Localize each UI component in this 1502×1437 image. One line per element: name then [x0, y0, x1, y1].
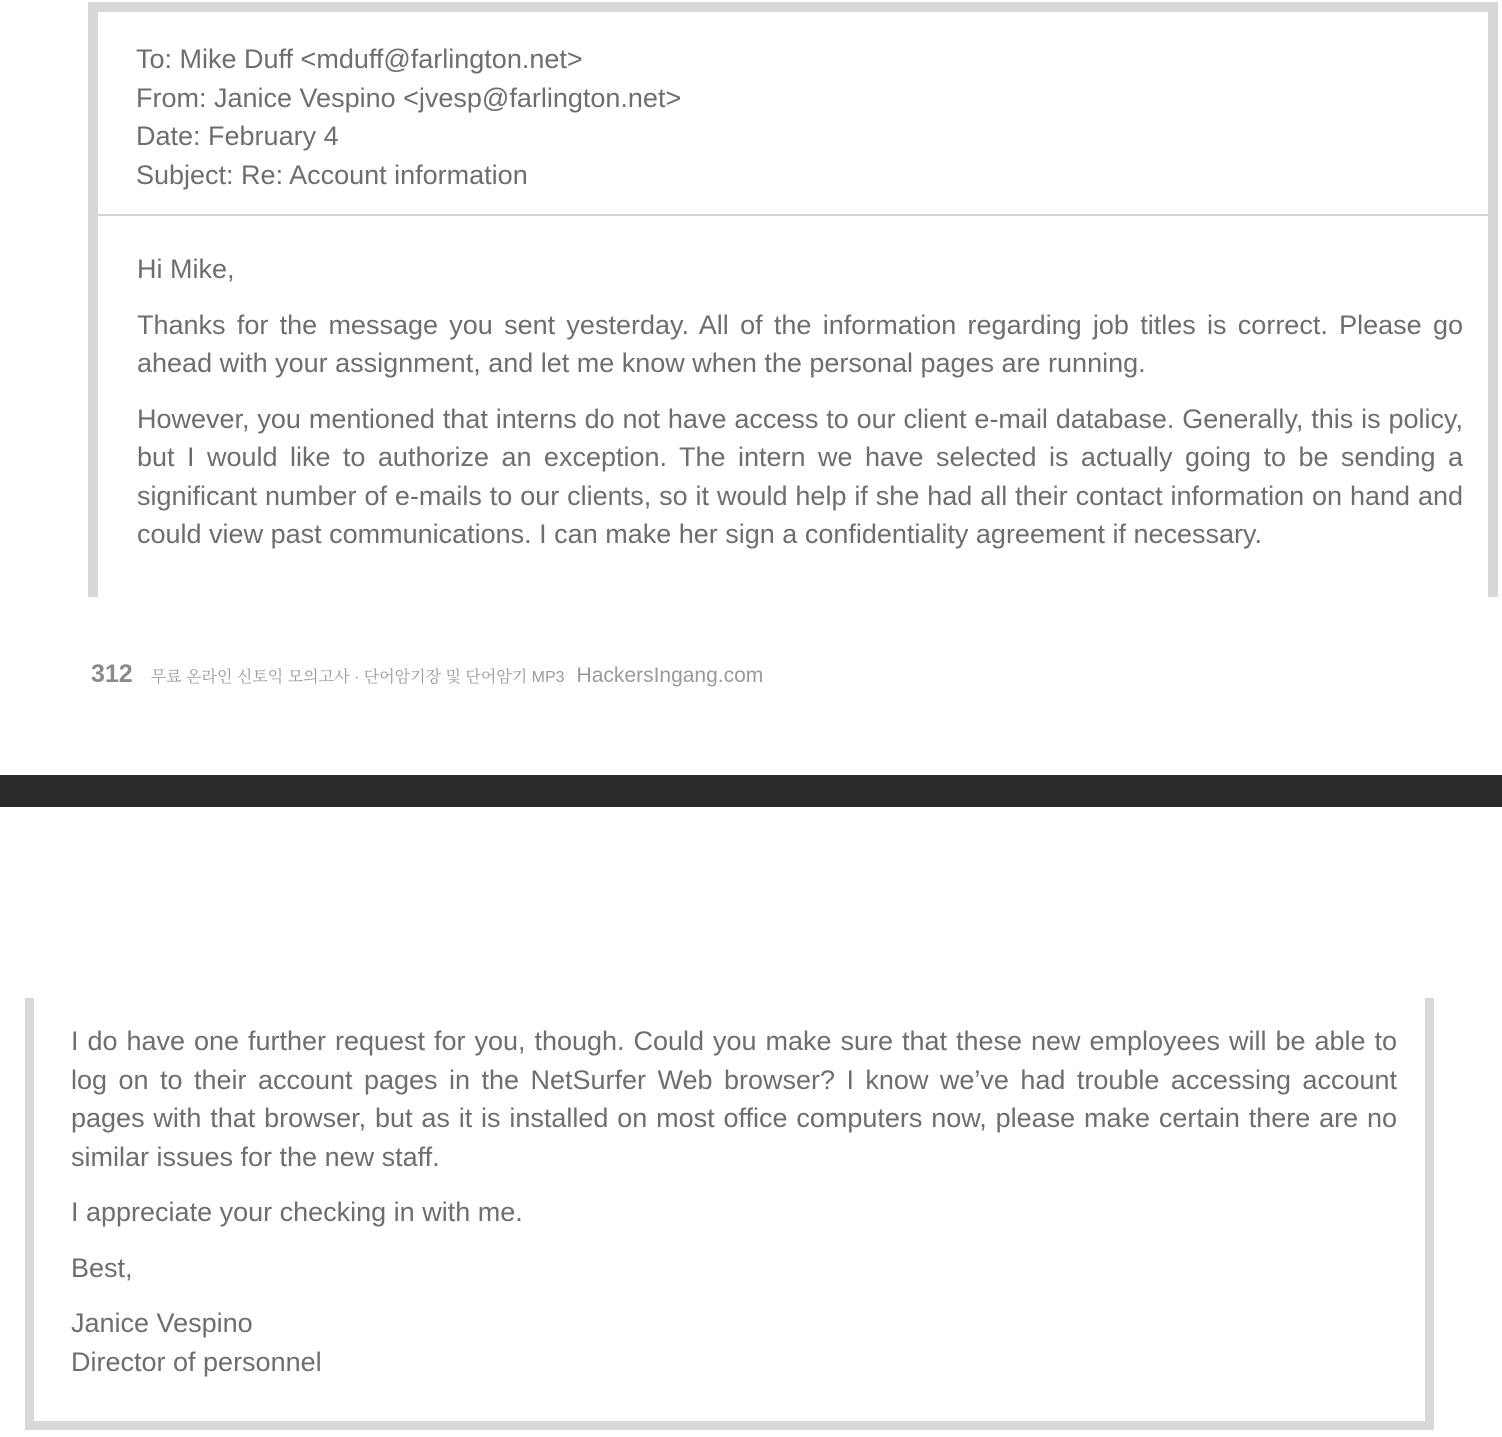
- page-bottom-margin: [80, 597, 1502, 642]
- email-greeting: Hi Mike,: [137, 254, 235, 284]
- header-divider: [98, 214, 1488, 216]
- email-paragraph-3: I do have one further request for you, though. Could you make sure that these new employees will be able to log on to their account pages in the NetSurfer Web browser? I know we’ve had trouble accessing account pages with that browser, but as it is installed on most office computers now, please make certain there are no similar issues for the new staff.: [71, 1026, 1397, 1172]
- signature-title: Director of personnel: [71, 1346, 322, 1377]
- footer-promo-text: 무료 온라인 신토익 모의고사 · 단어암기장 및 단어암기 MP3: [150, 669, 565, 686]
- email-paragraph-1: Thanks for the message you sent yesterday. All of the information regarding job titles is correct. Please go ahead with your assignment, and let me know when the personal pages are running.: [137, 309, 1463, 378]
- email-closing: Best,: [71, 1252, 133, 1283]
- email-to: To: Mike Duff <mduff@farlington.net>: [136, 44, 583, 74]
- signature-name: Janice Vespino: [71, 1308, 253, 1338]
- email-date: Date: February 4: [136, 121, 339, 151]
- footer-website: HackersIngang.com: [576, 664, 764, 687]
- page-footer: [91, 660, 763, 694]
- email-from: From: Janice Vespino <jvesp@farlington.net>: [136, 82, 682, 113]
- page-break-bar: [0, 775, 1502, 807]
- page-number: 312: [91, 660, 133, 688]
- email-body-top: [137, 250, 1463, 554]
- email-header: [136, 40, 1476, 194]
- email-paragraph-2: However, you mentioned that interns do not have access to our client e-mail database. Generally, this is policy, but I would like to authorize an exception. The intern we have selected is actually going to be sending a significant number of e-mails to our clients, so it would help if she had all their contact information on hand and could view past communications. I can make her sign a confidentiality agreement if necessary.: [137, 403, 1463, 549]
- email-body-bottom: [71, 1022, 1397, 1381]
- email-subject: Subject: Re: Account information: [136, 159, 528, 190]
- email-paragraph-4: I appreciate your checking in with me.: [71, 1197, 523, 1227]
